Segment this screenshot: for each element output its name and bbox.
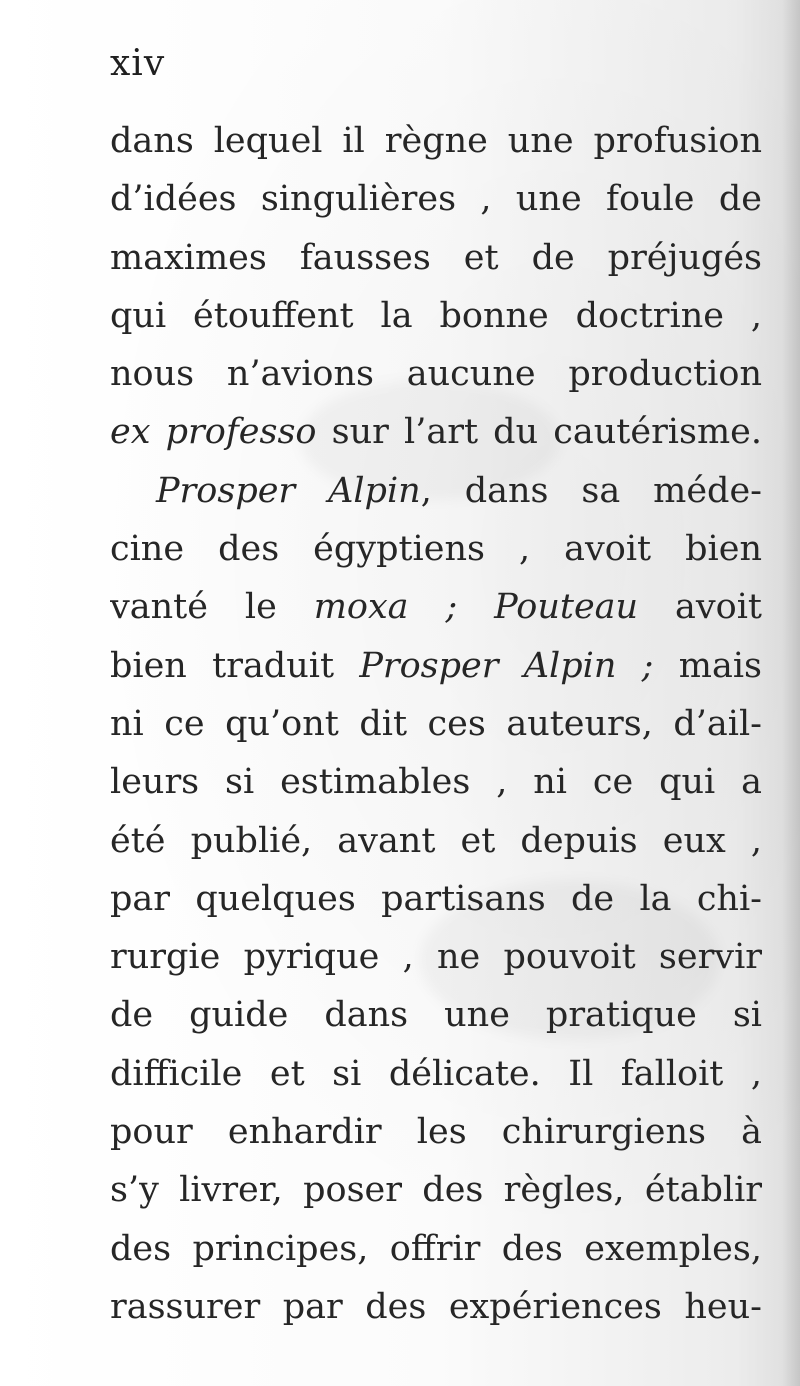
- text-segment: sur l’art du cautérisme.: [316, 412, 762, 453]
- text-segment: , dans sa méde-: [420, 470, 762, 511]
- text-segment: vanté le: [110, 587, 314, 628]
- text-segment: rurgie pyrique , ne pouvoit servir: [110, 937, 762, 978]
- text-line: [110, 870, 762, 928]
- text-segment: maximes fausses et de préjugés: [110, 237, 762, 278]
- text-line: [110, 112, 762, 170]
- text-line: [110, 287, 762, 345]
- text-segment: leurs si estimables , ni ce qui a: [110, 762, 762, 803]
- text-segment: été publié, avant et depuis eux ,: [110, 820, 762, 861]
- text-line: [110, 1161, 762, 1219]
- text-line: [110, 695, 762, 753]
- text-line: [110, 753, 762, 811]
- text-segment: d’idées singulières , une foule de: [110, 179, 762, 220]
- text-segment: ni ce qu’ont dit ces auteurs, d’ail-: [110, 703, 762, 744]
- text-segment: de guide dans une pratique si: [110, 995, 762, 1036]
- text-line: [110, 170, 762, 228]
- text-segment: nous n’avions aucune production: [110, 354, 762, 395]
- text-line: [110, 345, 762, 403]
- text-segment: s’y livrer, poser des règles, établir: [110, 1170, 762, 1211]
- text-line: [110, 578, 762, 636]
- text-line: [110, 403, 762, 461]
- text-line: [110, 229, 762, 287]
- text-segment: mais: [653, 645, 762, 686]
- italic-text: moxa ; Pouteau: [313, 587, 639, 628]
- text-line: [110, 1220, 762, 1278]
- text-segment: cine des égyptiens , avoit bien: [110, 529, 762, 570]
- text-line: [110, 1278, 762, 1336]
- text-line: [110, 986, 762, 1044]
- text-line: [110, 1103, 762, 1161]
- page-edge-shadow: [782, 0, 800, 1386]
- text-line: [110, 462, 762, 520]
- body-text: [110, 112, 762, 1336]
- text-segment: dans lequel il règne une profusion: [110, 121, 762, 161]
- text-segment: rassurer par des expériences heu-: [110, 1286, 762, 1327]
- text-segment: avoit: [638, 587, 762, 628]
- text-line: [110, 1045, 762, 1103]
- text-segment: bien traduit: [110, 645, 360, 686]
- italic-text: ex professo: [110, 412, 317, 453]
- text-segment: des principes, offrir des exemples,: [110, 1228, 762, 1269]
- text-line: [110, 520, 762, 578]
- text-segment: difficile et si délicate. Il falloit ,: [110, 1053, 762, 1094]
- text-line: [110, 637, 762, 695]
- italic-text: Prosper Alpin ;: [359, 645, 654, 686]
- text-segment: pour enhardir les chirurgiens à: [110, 1112, 762, 1153]
- text-line: [110, 812, 762, 870]
- page-number: xiv: [110, 43, 166, 84]
- text-line: [110, 928, 762, 986]
- text-segment: qui étouffent la bonne doctrine ,: [110, 295, 762, 336]
- italic-text: Prosper Alpin: [156, 470, 421, 511]
- text-segment: par quelques partisans de la chi-: [110, 878, 762, 919]
